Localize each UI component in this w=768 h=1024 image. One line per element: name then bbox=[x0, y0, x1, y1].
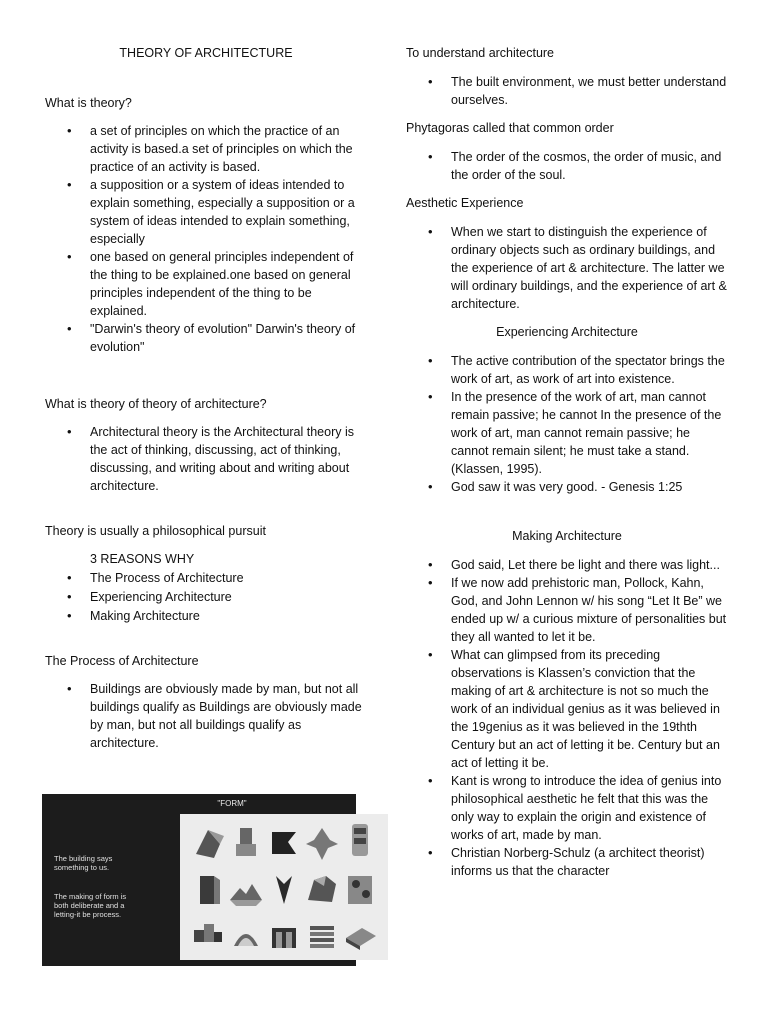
list-item: • If we now add prehistoric man, Pollock, Kahn, God, and John Lennon w/ his song “Let It Be” we ended up w/ a curious mixture of personalities but they all wanted to let it be. bbox=[406, 574, 728, 646]
form-sketch bbox=[304, 824, 340, 864]
reasons-list bbox=[45, 569, 367, 625]
form-sketch bbox=[228, 872, 264, 912]
list-item: • When we start to distinguish the experience of ordinary objects such as ordinary buildings, and the experience of art & architecture. The latter we will ordinary buildings, and the experience of art & architecture. bbox=[406, 223, 728, 313]
form-sketch-grid bbox=[180, 814, 388, 960]
form-sketch bbox=[342, 918, 378, 958]
right-column bbox=[406, 44, 728, 880]
aesthetic-heading: Aesthetic Experience bbox=[406, 196, 524, 210]
list-item: • Kant is wrong to introduce the idea of genius into philosophical aesthetic he felt that this was the only way to explain the origin and existence of works of art, made by man. bbox=[406, 772, 728, 844]
understand-heading: To understand architecture bbox=[406, 46, 555, 60]
figure-title: "FORM" bbox=[217, 799, 247, 808]
form-sketch bbox=[342, 870, 378, 910]
process-heading: The Process of Architecture bbox=[45, 654, 199, 668]
list-item: • The Process of Architecture bbox=[45, 569, 367, 587]
form-sketch bbox=[266, 870, 302, 910]
what-is-theory-heading: What is theory? bbox=[45, 96, 132, 110]
list-item: • one based on general principles independent of the thing to be explained.one based on general principles independent of the thing to be explained. bbox=[45, 248, 367, 320]
form-sketch bbox=[304, 918, 340, 958]
form-sketch bbox=[190, 870, 226, 910]
form-sketch bbox=[190, 824, 226, 864]
list-item: • Buildings are obviously made by man, but not all buildings qualify as Buildings are obviously made by man, but not all buildings qualify as architecture. bbox=[45, 680, 367, 752]
form-sketch bbox=[228, 918, 264, 958]
list-item: • "Darwin's theory of evolution" Darwin's theory of evolution" bbox=[45, 320, 367, 356]
making-list bbox=[406, 556, 728, 880]
reasons-heading: 3 REASONS WHY bbox=[90, 552, 195, 566]
experiencing-heading: Experiencing Architecture bbox=[496, 325, 638, 339]
making-heading: Making Architecture bbox=[512, 529, 622, 543]
list-item: • What can glimpsed from its preceding observations is Klassen’s conviction that the making of art & architecture is not so much the work of an individual genius as it was believed in the 19genius as it was believed in the 19thth Century but an act of letting it be. Century but an act of letting it be. bbox=[406, 646, 728, 772]
list-item: • The order of the cosmos, the order of music, and the order of the soul. bbox=[406, 148, 728, 184]
phytagoras-heading: Phytagoras called that common order bbox=[406, 121, 614, 135]
form-sketch bbox=[304, 870, 340, 910]
theory-of-theory-list bbox=[45, 423, 367, 495]
list-item: • God said, Let there be light and there was light... bbox=[406, 556, 728, 574]
list-item: • Christian Norberg-Schulz (a architect theorist) informs us that the character bbox=[406, 844, 728, 880]
phytagoras-list bbox=[406, 148, 728, 184]
form-sketch bbox=[228, 822, 264, 862]
list-item: • The built environment, we must better understand ourselves. bbox=[406, 73, 728, 109]
figure-note-making: The making of form is both deliberate and a letting-it be process. bbox=[54, 892, 127, 919]
list-item: • Making Architecture bbox=[45, 607, 367, 625]
list-item: • a set of principles on which the practice of an activity is based.a set of principles on which the practice of an activity is based. bbox=[45, 122, 367, 176]
list-item: • Experiencing Architecture bbox=[45, 588, 367, 606]
list-item: • In the presence of the work of art, man cannot remain passive; he cannot In the presence of the work of art, man cannot remain passive; he cannot remain silent; he must take a stand. (Klassen, 1995). bbox=[406, 388, 728, 478]
theory-of-theory-heading: What is theory of theory of architecture? bbox=[45, 397, 267, 411]
page-title: THEORY OF ARCHITECTURE bbox=[119, 46, 293, 60]
aesthetic-list bbox=[406, 223, 728, 313]
form-sketch bbox=[190, 916, 226, 956]
experiencing-list bbox=[406, 352, 728, 496]
list-item: • God saw it was very good. - Genesis 1:25 bbox=[406, 478, 728, 496]
form-figure bbox=[42, 794, 356, 966]
figure-note-building: The building says something to us. bbox=[54, 854, 113, 872]
list-item: • a supposition or a system of ideas intended to explain something, especially a supposition or a system of ideas intended to explain something, especially bbox=[45, 176, 367, 248]
what-is-theory-list bbox=[45, 122, 367, 356]
left-column bbox=[45, 44, 367, 752]
understand-list bbox=[406, 73, 728, 109]
form-sketch bbox=[266, 824, 302, 864]
form-sketch bbox=[266, 918, 302, 958]
list-item: • The active contribution of the spectator brings the work of art, as work of art into existence. bbox=[406, 352, 728, 388]
process-list bbox=[45, 680, 367, 752]
philosophical-line: Theory is usually a philosophical pursuit bbox=[45, 524, 266, 538]
form-sketch bbox=[342, 820, 378, 860]
list-item: • Architectural theory is the Architectural theory is the act of thinking, discussing, act of thinking, discussing, and writing about and writing about architecture. bbox=[45, 423, 367, 495]
